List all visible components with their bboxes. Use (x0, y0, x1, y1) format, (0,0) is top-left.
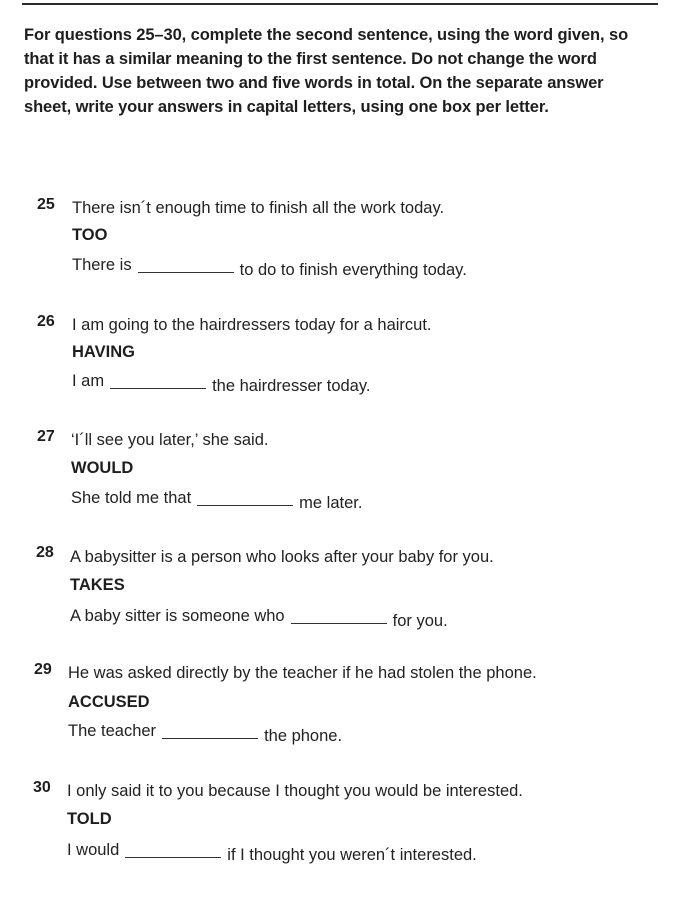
answer-blank[interactable] (125, 856, 221, 858)
question-keyword: HAVING (72, 343, 135, 361)
question-completion (71, 489, 363, 512)
completion-before-blank: There is (72, 256, 132, 274)
top-divider (22, 3, 658, 5)
answer-blank[interactable] (162, 737, 258, 739)
question-keyword: ACCUSED (68, 693, 150, 711)
question-sentence: There isn´t enough time to finish all the work today. (72, 199, 445, 217)
instructions-paragraph: For questions 25–30, complete the second sentence, using the word given, so that it has a similar meaning to the first sentence. Do not change the word provided. Use between two and five words in total. On the separate answer sheet, write your answers in capital letters, using one box per letter. (24, 26, 629, 116)
question-number: 30 (33, 779, 51, 796)
question-number: 29 (34, 661, 52, 678)
completion-before-blank: I would (67, 841, 120, 859)
question-completion (72, 256, 467, 279)
question-keyword: TOLD (67, 810, 112, 828)
completion-after-blank: if I thought you weren´t interested. (227, 846, 477, 864)
completion-after-blank: me later. (299, 494, 363, 512)
question-keyword: TAKES (70, 576, 125, 594)
question-number: 25 (37, 196, 55, 213)
completion-after-blank: the hairdresser today. (212, 377, 371, 395)
question-sentence: I only said it to you because I thought you would be interested. (67, 782, 523, 800)
question-number: 26 (37, 313, 55, 330)
answer-blank[interactable] (138, 271, 234, 273)
question-completion (68, 722, 343, 745)
completion-before-blank: I am (72, 372, 105, 390)
completion-before-blank: She told me that (71, 489, 192, 507)
question-keyword: WOULD (71, 459, 134, 477)
question-sentence: ‘I´ll see you later,’ she said. (71, 431, 269, 449)
completion-after-blank: for you. (392, 612, 448, 630)
question-completion (72, 372, 371, 395)
completion-before-blank: The teacher (68, 722, 157, 740)
answer-blank[interactable] (110, 387, 206, 389)
question-number: 28 (36, 544, 54, 561)
answer-blank[interactable] (291, 622, 387, 624)
question-keyword: TOO (72, 226, 108, 244)
question-number: 27 (37, 428, 55, 445)
question-sentence: He was asked directly by the teacher if he had stolen the phone. (68, 664, 537, 682)
answer-blank[interactable] (197, 504, 293, 506)
completion-before-blank: A baby sitter is someone who (70, 607, 285, 625)
completion-after-blank: the phone. (264, 727, 343, 745)
completion-after-blank: to do to finish everything today. (239, 261, 467, 279)
question-completion (67, 841, 477, 864)
question-completion (70, 607, 448, 630)
question-sentence: A babysitter is a person who looks after your baby for you. (70, 548, 494, 566)
question-sentence: I am going to the hairdressers today for a haircut. (72, 316, 432, 334)
